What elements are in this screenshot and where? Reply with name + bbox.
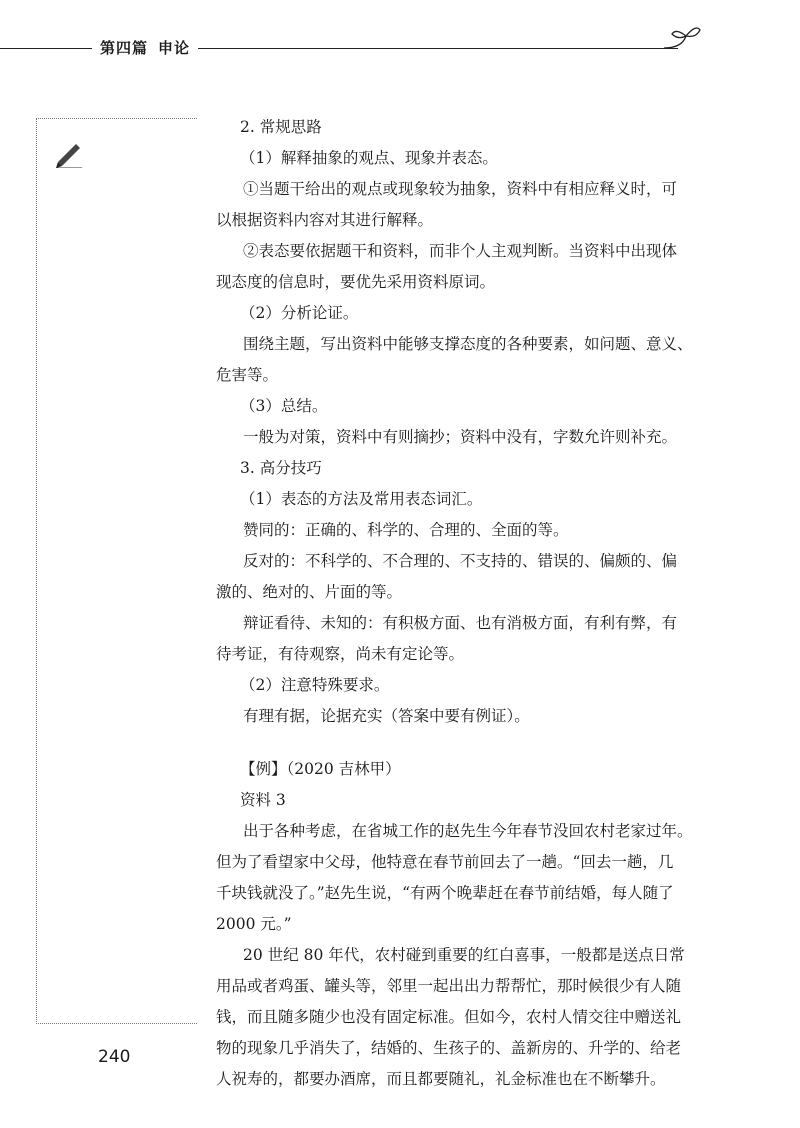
pencil-icon <box>54 138 84 168</box>
notes-margin <box>36 118 197 1024</box>
subheading-analysis: （2）分析论证。 <box>240 304 359 322</box>
text-line: 钱，而且随多随少也没有固定标准。但如今，农村人情交往中赠送礼 <box>216 1008 682 1026</box>
heading-high-score-tips: 3. 高分技巧 <box>240 459 322 477</box>
text-line: 2000 元。” <box>216 915 292 933</box>
text-line: 物的现象几乎消失了，结婚的、生孩子的、盖新房的、升学的、给老 <box>216 1039 682 1057</box>
page-body <box>216 112 700 1095</box>
subheading-stance-methods: （1）表态的方法及常用表态词汇。 <box>240 490 483 508</box>
heading-conventional-approach: 2. 常规思路 <box>240 118 322 136</box>
text-line: 围绕主题，写出资料中能够支撑态度的各种要素，如问题、意义、 <box>243 335 693 353</box>
text-line: 激的、绝对的、片面的等。 <box>216 583 403 601</box>
page-number: 240 <box>98 1047 131 1067</box>
text-line: 出于各种考虑，在省城工作的赵先生今年春节没回农村老家过年。 <box>243 822 693 840</box>
text-line: 一般为对策，资料中有则摘抄；资料中没有，字数允许则补充。 <box>243 428 678 446</box>
text-line: 有理有据，论据充实（答案中要有例证）。 <box>243 707 530 725</box>
text-line: 但为了看望家中父母，他特意在春节前回去了一趟。“回去一趟，几 <box>216 853 674 871</box>
sprout-icon <box>662 22 702 56</box>
text-line: 赞同的：正确的、科学的、合理的、全面的等。 <box>243 521 569 539</box>
text-line: ②表态要依据题干和资料，而非个人主观判断。当资料中出现体 <box>243 242 678 260</box>
subheading-special-requirements: （2）注意特殊要求。 <box>240 676 390 694</box>
example-label: 【例】（2020 吉林甲） <box>240 760 401 778</box>
text-line: 人祝寿的，都要办酒席，而且都要随礼，礼金标准也在不断攀升。 <box>216 1070 666 1088</box>
text-line: 20 世纪 80 年代，农村碰到重要的红白喜事，一般都是送点日常 <box>243 946 685 964</box>
header-rule-right <box>198 48 678 49</box>
subheading-explain: （1）解释抽象的观点、现象并表态。 <box>240 149 498 167</box>
header-rule-left <box>0 48 92 49</box>
subheading-summary: （3）总结。 <box>240 397 328 415</box>
material-label: 资料 3 <box>240 791 286 809</box>
text-line: 千块钱就没了。”赵先生说，“有两个晚辈赶在春节前结婚，每人随了 <box>216 884 674 902</box>
text-line: 辩证看待、未知的：有积极方面、也有消极方面，有利有弊，有 <box>243 614 678 632</box>
text-line: 用品或者鸡蛋、罐头等，邻里一起出出力帮帮忙，那时候很少有人随 <box>216 977 682 995</box>
header-title: 申论 <box>158 39 191 57</box>
running-header <box>100 37 200 58</box>
text-line: 现态度的信息时，要优先采用资料原词。 <box>216 273 496 291</box>
text-line: 危害等。 <box>216 366 279 384</box>
text-line: ①当题干给出的观点或现象较为抽象，资料中有相应释义时，可 <box>243 180 678 198</box>
text-line: 待考证，有待观察，尚未有定论等。 <box>216 645 465 663</box>
text-line: 以根据资料内容对其进行解释。 <box>216 211 434 229</box>
header-part: 第四篇 <box>100 39 149 57</box>
text-line: 反对的：不科学的、不合理的、不支持的、错误的、偏颇的、偏 <box>243 552 678 570</box>
